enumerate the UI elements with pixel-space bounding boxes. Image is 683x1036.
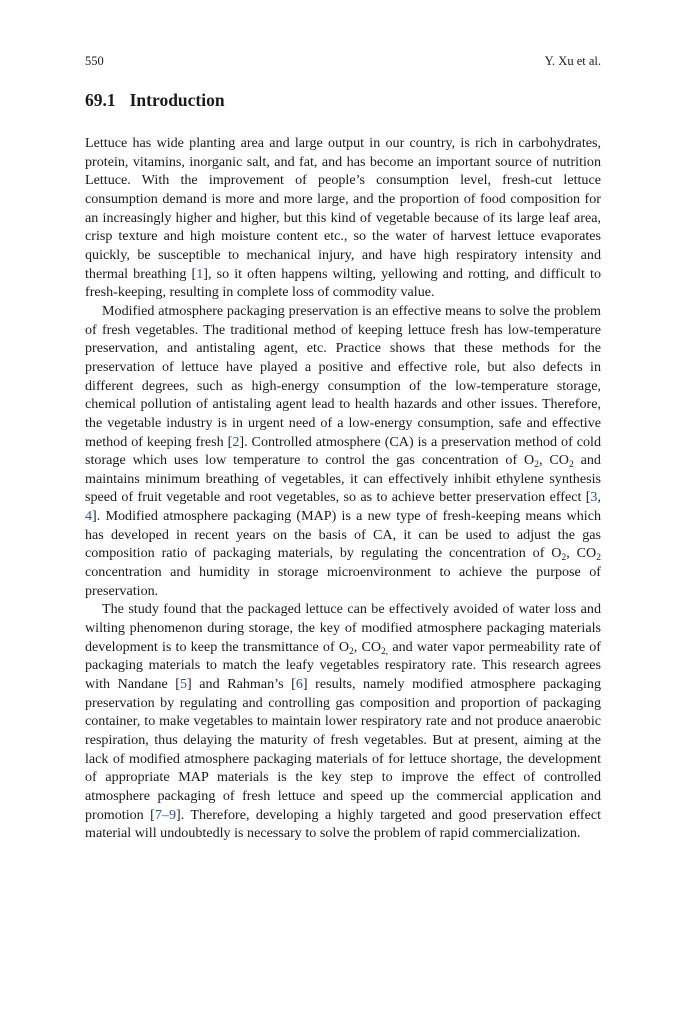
citation-link[interactable]: 1	[196, 265, 204, 282]
text-run: ]. Therefore, developing a highly targeted and good preservation effect material will undoubtedly is necessary to solve the problem of rapid commercialization.	[85, 806, 601, 842]
text-run: , CO	[566, 545, 597, 562]
text-run: ,	[597, 489, 601, 506]
subscript: 2	[561, 553, 567, 564]
running-header	[85, 53, 601, 69]
text-run: , CO	[353, 638, 382, 655]
paragraph-3	[85, 600, 601, 843]
text-run: and maintains minimum breathing of vegetables, it can effectively inhibit ethylene synthesis speed of fruit vegetable and root vegetables, so as to achieve better preservation effect [	[85, 452, 601, 506]
paragraph-2	[85, 302, 601, 601]
text-run: Lettuce has wide planting area and large output in our country, is rich in carbohydrates, protein, vitamins, inorganic salt, and fat, and has become an important source of nutrition Lettuce. With the improvement of people’s consumption level, fresh-cut lettuce consumption demand is more and more large, and the proportion of food composition for an increasingly higher and higher, but this kind of vegetable because of its large leaf area, crisp texture and high moisture content etc., so the water of harvest lettuce evaporates quickly, be susceptible to mechanical injury, and have high respiratory intensity and thermal breathing [	[85, 135, 601, 282]
running-head-authors: Y. Xu et al.	[544, 54, 601, 68]
page-number: 550	[85, 54, 104, 68]
subscript: 2	[534, 460, 539, 471]
citation-link[interactable]: 6	[295, 676, 303, 693]
subscript: 2,	[381, 646, 389, 657]
citation-link[interactable]: 2	[232, 433, 240, 450]
text-run: ]. Controlled atmosphere (CA) is a preservation method of cold storage which uses low temperature to control the gas concentration of O	[85, 433, 602, 469]
citation-link[interactable]: 4	[85, 508, 93, 525]
text-run: , CO	[538, 452, 569, 469]
text-run: ], so it often happens wilting, yellowing and rotting, and difficult to fresh-keeping, resulting in complete loss of commodity value.	[85, 265, 601, 301]
text-run: concentration and humidity in storage microenvironment to achieve the purpose of preservation.	[85, 564, 601, 599]
body-text	[85, 134, 601, 843]
paragraph-1	[85, 134, 601, 302]
section-heading	[85, 89, 225, 111]
text-run: ] and Rahman’s [	[187, 676, 296, 693]
subscript: 2	[349, 646, 354, 657]
text-run: ] results, namely modified atmosphere packaging preservation by regulating and controlling gas composition and proportion of packaging container, to make vegetables to maintain lower respiratory rate and not produce anaerobic respiration, thus delaying the maturity of fresh vegetables. But at present, aiming at the lack of modified atmosphere packaging materials of for lettuce shortage, the development of appropriate MAP materials is the key step to improve the effect of controlled atmosphere packaging of fresh lettuce and speed up the commercial application and promotion [	[85, 676, 601, 823]
citation-link[interactable]: 5	[179, 676, 188, 693]
text-run: ]. Modified atmosphere packaging (MAP) is a new type of fresh-keeping means which has developed in recent years on the basis of CA, it can be used to adjust the gas composition ratio of packaging materials, by regulating the concentration of O	[85, 508, 601, 562]
section-number: 69.1	[85, 90, 116, 110]
citation-link[interactable]: 7–9	[154, 806, 176, 823]
subscript: 2	[596, 553, 601, 564]
text-run: and water vapor permeability rate of packaging materials to match the leafy vegetables respiratory rate. This research agrees with Nandane [	[85, 638, 601, 693]
text-run: The study found that the packaged lettuce can be effectively avoided of water loss and wilting phenomenon during storage, the key of modified atmosphere packaging materials development is to keep the transmittance of O	[85, 601, 601, 655]
subscript: 2	[568, 460, 574, 471]
text-run: Modified atmosphere packaging preservation is an effective means to solve the problem of fresh vegetables. The traditional method of keeping lettuce fresh has low-temperature preservation, and antistaling agent, etc. Practice shows that these methods for the preservation of lettuce have played a positive and effective role, but also defects in different degrees, such as high-energy consumption of the low-temperature storage, chemical pollution of antistaling agent lead to health hazards and other issues. Therefore, the vegetable industry is in urgent need of a low-energy consumption, safe and effective method of keeping fresh [	[85, 302, 601, 450]
section-title: Introduction	[129, 90, 225, 110]
citation-link[interactable]: 3	[590, 489, 598, 506]
